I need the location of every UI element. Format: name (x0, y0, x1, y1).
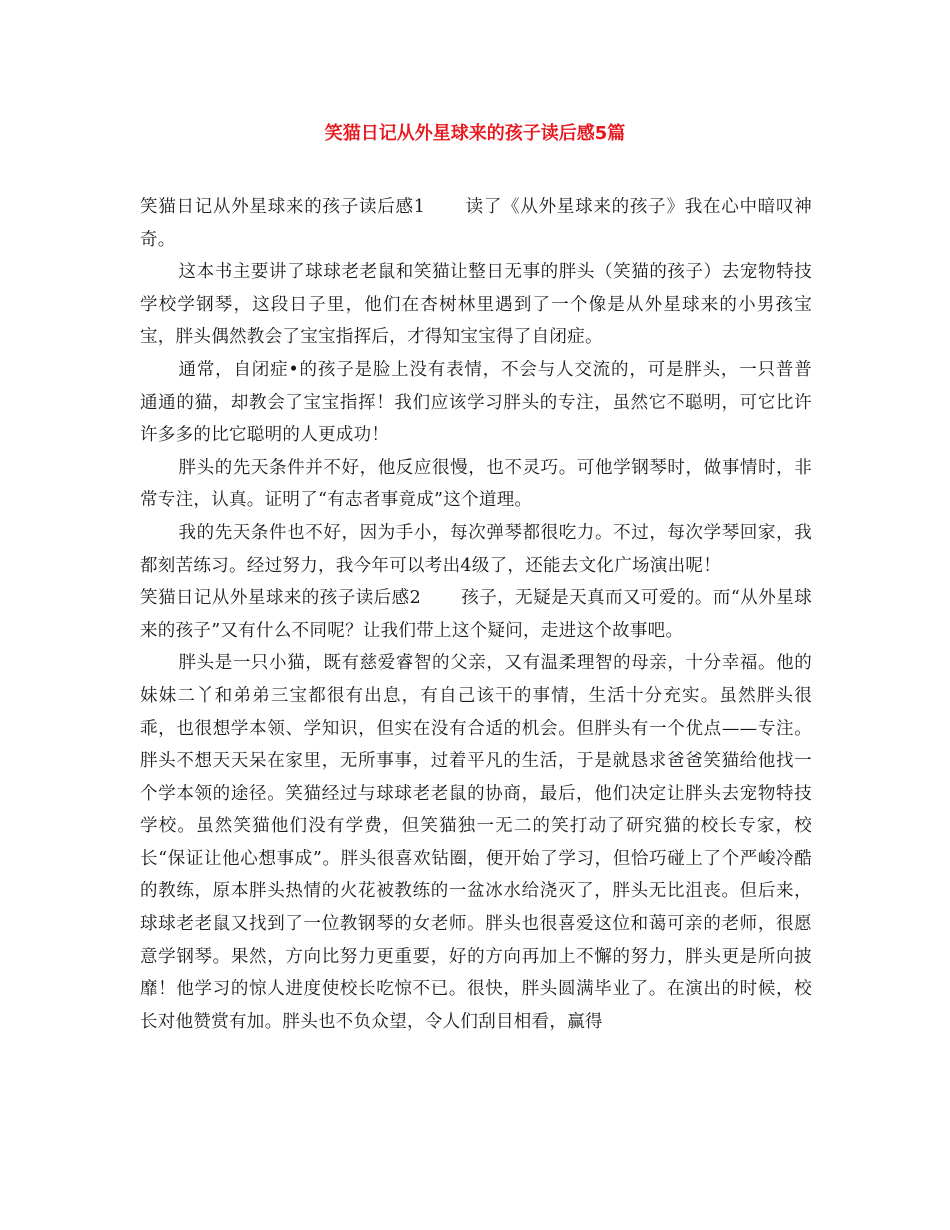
document-body (140, 191, 812, 1038)
section-1-paragraph-1: 这本书主要讲了球球老老鼠和笑猫让整日无事的胖头（笑猫的孩子）去宠物特技学校学钢琴，这段日子里，他们在杏树林里遇到了一个像是从外星球来的小男孩宝宝，胖头偶然教会了宝宝指挥后，才得知宝宝得了自闭症。 (140, 262, 812, 348)
section-1-heading: 笑猫日记从外星球来的孩子读后感1 (140, 197, 426, 217)
section-2-heading-paragraph (140, 582, 812, 647)
document-title: 笑猫日记从外星球来的孩子读后感5篇 (324, 123, 626, 144)
section-1-paragraph-2: 通常，自闭症•的孩子是脸上没有表情，不会与人交流的，可是胖头，一只普普通通的猫，却教会了宝宝指挥！我们应该学习胖头的专注，虽然它不聪明，可它比许许多多的比它聪明的人更成功！ (140, 359, 812, 446)
section-2-paragraph-1: 胖头是一只小猫，既有慈爱睿智的父亲，又有温柔理智的母亲，十分幸福。他的妹妹二丫和弟弟三宝都很有出息，有自己该干的事情，生活十分充实。虽然胖头很乖，也很想学本领、学知识，但实在没有合适的机会。但胖头有一个优点——专注。胖头不想天天呆在家里，无所事事，过着平凡的生活，于是就恳求爸爸笑猫给他找一个学本领的途径。笑猫经过与球球老老鼠的协商，最后，他们决定让胖头去宠物特技学校。虽然笑猫他们没有学费，但笑猫独一无二的笑打动了研究猫的校长专家，校长“保证让他心想事成”。胖头很喜欢钻圈，便开始了学习，但恰巧碰上了个严峻冷酷的教练，原本胖头热情的火花被教练的一盆冰水给浇灭了，胖头无比沮丧。但后来，球球老老鼠又找到了一位教钢琴的女老师。胖头也很喜爱这位和蔼可亲的老师，很愿意学钢琴。果然，方向比努力更重要，好的方向再加上不懈的努力，胖头更是所向披靡！他学习的惊人进度使校长吃惊不已。很快，胖头圆满毕业了。在演出的时候，校长对他赞赏有加。胖头也不负众望，令人们刮目相看，赢得 (140, 653, 812, 1032)
section-1-lead: 读了《从外星球来的孩子》我在心中暗叹神奇。 (140, 197, 813, 250)
section-1-paragraph-3: 胖头的先天条件并不好，他反应很慢，也不灵巧。可他学钢琴时，做事情时，非常专注，认真。证明了“有志者事竟成”这个道理。 (140, 457, 812, 511)
section-1-paragraph-4: 我的先天条件也不好，因为手小，每次弹琴都很吃力。不过，每次学琴回家，我都刻苦练习。经过努力，我今年可以考出4级了，还能去文化广场演出呢！ (140, 522, 812, 576)
section-2-heading: 笑猫日记从外星球来的孩子读后感2 (140, 588, 422, 609)
section-1-heading-paragraph (140, 191, 812, 256)
section-2-lead: 孩子，无疑是天真而又可爱的。而“从外星球来的孩子”又有什么不同呢？让我们带上这个疑问，走进这个故事吧。 (140, 588, 812, 641)
